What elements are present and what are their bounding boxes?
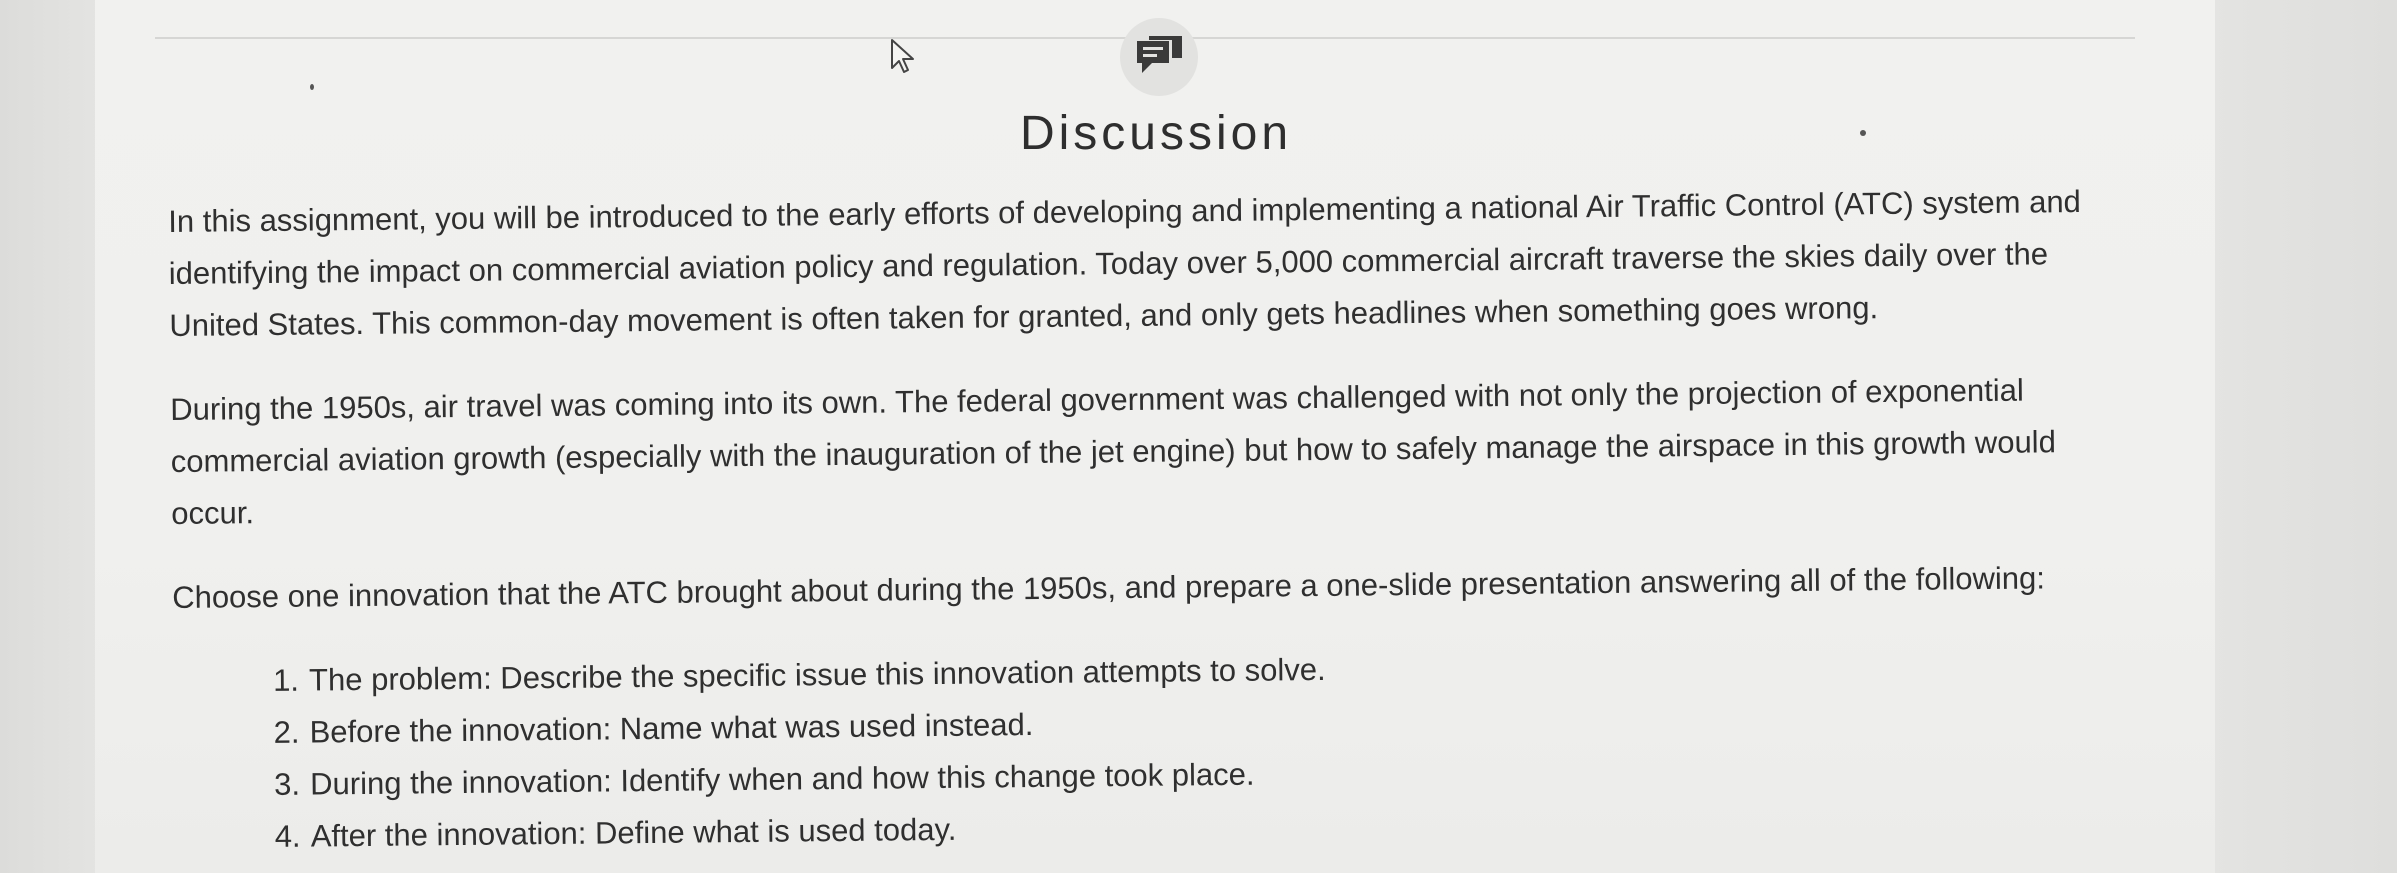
intro-paragraph: In this assignment, you will be introduced to the early efforts of developing and implementing a national Air Traffic Control (ATC) system and identifying the impact on commercial aviation policy and regulation. Today over 5,000 commercial aircraft traverse the skies daily over the United States. This common-day movement is often taken for granted, and only gets headlines when something goes wrong. bbox=[168, 183, 2082, 343]
page-title: Discussion bbox=[1019, 107, 1293, 160]
list-item-text: During the innovation: Identify when and how this change took place. bbox=[309, 756, 1255, 802]
requirements-list bbox=[173, 635, 2175, 864]
assignment-content bbox=[168, 175, 2175, 864]
list-item-number: 3. bbox=[273, 766, 301, 802]
mouse-pointer-icon bbox=[888, 38, 918, 78]
screen-speck bbox=[1860, 130, 1866, 136]
list-item-text: The problem: Describe the specific issue this innovation attempts to solve. bbox=[308, 651, 1326, 698]
discussion-icon-badge bbox=[1120, 18, 1198, 96]
discussion-icon bbox=[1134, 32, 1184, 83]
list-item-number: 4. bbox=[274, 818, 301, 854]
list-item-number: 1. bbox=[272, 662, 300, 698]
list-item-text: After the innovation: Define what is used today. bbox=[310, 811, 957, 854]
list-item-text: Before the innovation: Name what was used instead. bbox=[309, 706, 1034, 750]
screen-speck bbox=[310, 84, 314, 90]
list-item-number: 2. bbox=[273, 714, 300, 750]
instructions-paragraph: Choose one innovation that the ATC brought about during the 1950s, and prepare a one-slide presentation answering all of the following: bbox=[172, 560, 2046, 615]
context-paragraph: During the 1950s, air travel was coming into its own. The federal government was challenged with not only the projection of exponential commercial aviation growth (especially with the inauguration of the jet engine) but how to safely manage the airspace in this growth would occur. bbox=[170, 372, 2057, 531]
